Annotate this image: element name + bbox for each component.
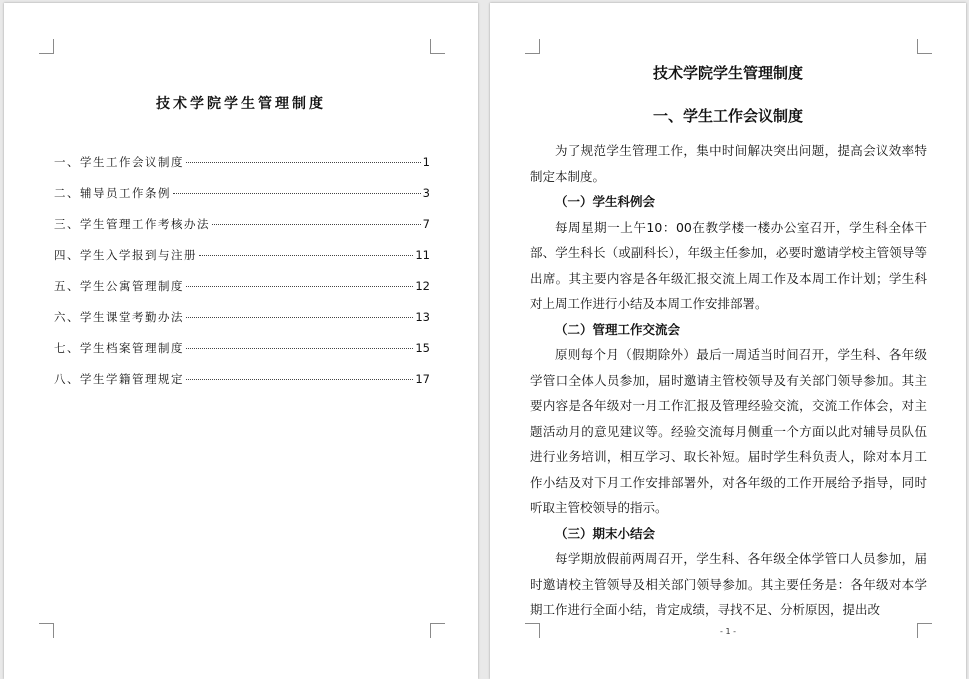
toc-entry-label: 二、辅导员工作条例 [54, 186, 171, 200]
toc-entry-label: 三、学生管理工作考核办法 [54, 217, 210, 231]
subsection-heading: （二）管理工作交流会 [555, 321, 681, 337]
body-paragraph: 原则每个月（假期除外）最后一周适当时间召开，学生科、各年级学管口全体人员参加，届时邀请主管校领导及有关部门领导参加。其主要内容是各年级对一月工作汇报及管理经验交流，交流工作体会，对主题活动月的意见建议等。经验交流每月侧重一个方面以此对辅导员队伍进行业务培训，相互学习、取长补短。届时学生科负责人，除对本月工作小结及对下月工作安排部署外，对各年级的工作开展给予指导，同时听取主管校领导的指示。 [530, 347, 927, 515]
document-title: 技术学院学生管理制度 [652, 64, 803, 82]
body-paragraph: 每周星期一上午10：00在教学楼一楼办公室召开，学生科全体干部、学生科长（或副科长），年级主任参加，必要时邀请学校主管领导等出席。其主要内容是各年级汇报交流上周工作及本周工作计划；学生科对上周工作进行小结及本周工作安排部署。 [530, 219, 927, 311]
toc-entry-page: 3 [422, 186, 430, 200]
toc-entry[interactable] [54, 340, 430, 371]
toc-entry[interactable] [54, 371, 430, 402]
toc-entry[interactable] [54, 247, 430, 278]
toc-entry-page: 7 [422, 217, 430, 231]
toc-dot-leader [186, 379, 413, 380]
toc-page[interactable] [4, 3, 478, 679]
toc-entry[interactable] [54, 216, 430, 247]
margin-corner-top-right [430, 39, 445, 54]
toc-entry-page: 17 [415, 372, 430, 386]
intro-paragraph: 为了规范学生管理工作，集中时间解决突出问题，提高会议效率特制定本制度。 [530, 143, 927, 184]
toc-entry[interactable] [54, 309, 430, 340]
toc-entry-page: 12 [415, 279, 430, 293]
page-number: - 1 - [720, 627, 736, 636]
subsection-heading: （三）期末小结会 [555, 525, 656, 541]
toc-entry[interactable] [54, 278, 430, 309]
toc-entry-label: 六、学生课堂考勤办法 [54, 310, 184, 324]
margin-corner-top-left [39, 39, 54, 54]
toc-entry-label: 四、学生入学报到与注册 [54, 248, 197, 262]
margin-corner-top-right [917, 39, 932, 54]
toc-entry-label: 五、学生公寓管理制度 [54, 279, 184, 293]
subsection-heading: （一）学生科例会 [555, 194, 656, 209]
toc-entry-page: 11 [415, 248, 430, 262]
toc-dot-leader [186, 348, 413, 349]
toc-dot-leader [186, 286, 413, 287]
toc-entry-page: 15 [415, 341, 430, 355]
toc-entry[interactable] [54, 154, 430, 185]
toc-dot-leader [199, 255, 413, 256]
table-of-contents [54, 154, 430, 402]
toc-entry-page: 13 [415, 310, 430, 324]
margin-corner-bottom-left [39, 623, 54, 638]
toc-dot-leader [186, 317, 413, 318]
section-heading: 一、学生工作会议制度 [652, 107, 803, 125]
body-paragraph: 每学期放假前两周召开，学生科、各年级全体学管口人员参加，届时邀请校主管领导及相关部门领导参加。其主要任务是：各年级对本学期工作进行全面小结，肯定成绩，寻找不足、分析原因，提出改 [530, 551, 927, 617]
toc-dot-leader [186, 162, 421, 163]
toc-entry-label: 七、学生档案管理制度 [54, 341, 184, 355]
toc-entry-label: 一、学生工作会议制度 [54, 155, 184, 169]
content-page[interactable] [490, 3, 966, 679]
document-body [530, 138, 927, 623]
margin-corner-top-left [525, 39, 540, 54]
toc-entry-page: 1 [422, 155, 430, 169]
toc-entry-label: 八、学生学籍管理规定 [54, 372, 184, 386]
toc-dot-leader [173, 193, 421, 194]
toc-title: 技术学院学生管理制度 [156, 96, 326, 112]
margin-corner-bottom-right [430, 623, 445, 638]
toc-dot-leader [212, 224, 421, 225]
toc-entry[interactable] [54, 185, 430, 216]
